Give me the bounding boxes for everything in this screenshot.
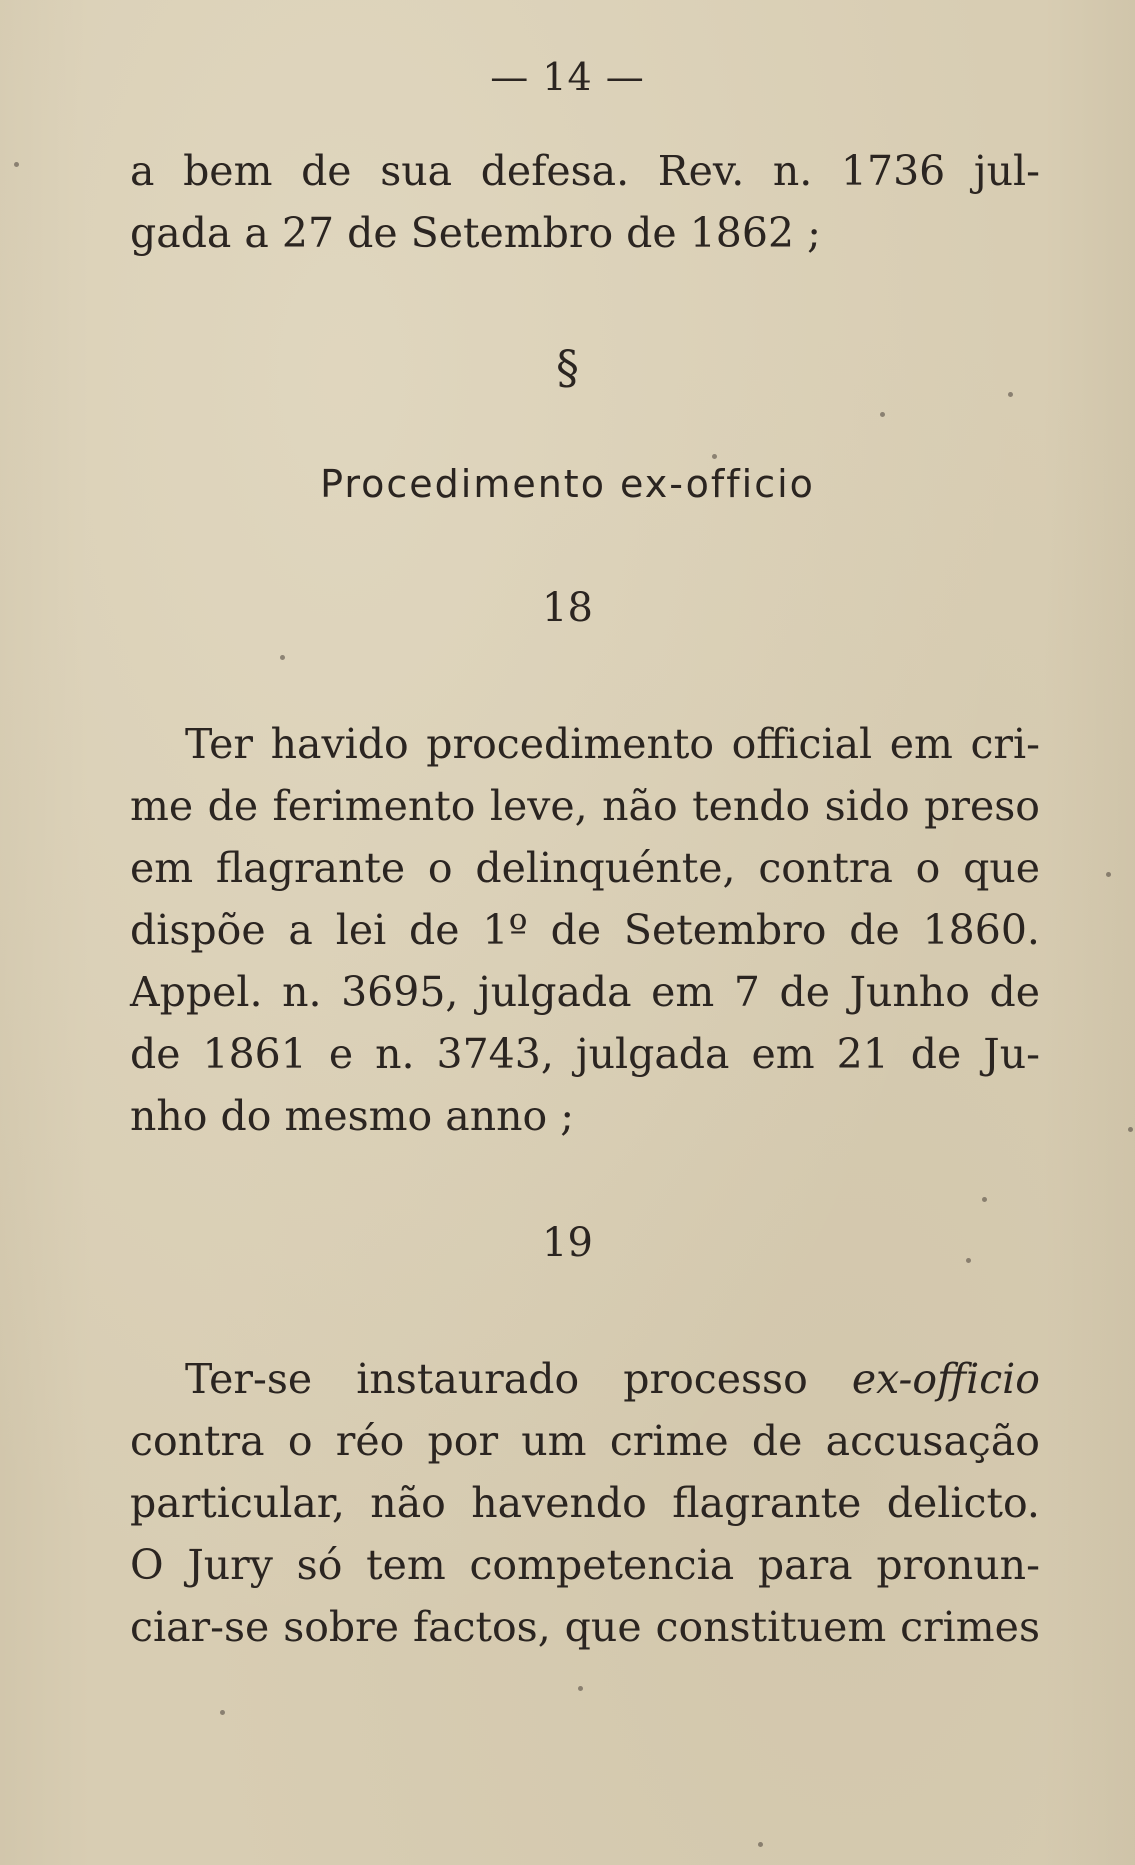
word: sido [824,782,910,830]
word: procedimento [426,720,715,768]
word: crime [609,1417,729,1465]
word: julgada [575,1030,730,1078]
word: em [751,1030,815,1078]
paragraph-continuation [130,140,1040,264]
italic-term: ex-officio [851,1355,1040,1403]
paper-speck [14,162,19,167]
word: dispõe [130,906,266,954]
word: lei [335,906,387,954]
word: um [521,1417,587,1465]
paper-speck [966,1258,971,1263]
word: o [427,844,453,892]
text-line [130,1534,1040,1596]
word: em [130,844,194,892]
word: factos, [412,1603,551,1651]
word: sua [380,147,453,195]
word: preso [924,782,1040,830]
word: para [757,1541,853,1589]
word: contra [758,844,893,892]
word: bem [183,147,273,195]
word: de [989,968,1040,1016]
text-line [130,1348,1040,1410]
word: Ju- [983,1030,1040,1078]
word: 21 [836,1030,889,1078]
word: 3695, [341,968,459,1016]
item-19-paragraph [130,1348,1040,1658]
paper-speck [880,412,885,417]
word: leve, [489,782,588,830]
word: não [370,1479,446,1527]
word: delicto. [886,1479,1040,1527]
word: Junho [849,968,970,1016]
word: n. [772,147,813,195]
item-number-19: 19 [542,1220,593,1266]
paper-speck [712,454,717,459]
word: e [328,1030,354,1078]
word: instaurado [356,1355,580,1403]
word: accusação [825,1417,1040,1465]
paper-speck [1106,872,1111,877]
word: defesa. [480,147,630,195]
word: ferimento [272,782,476,830]
text-line [130,713,1040,775]
word: 1861 [202,1030,307,1078]
word: 1º [482,906,528,954]
word: por [427,1417,499,1465]
word: competencia [469,1541,735,1589]
paper-speck [1008,392,1013,397]
word: a [130,147,155,195]
word: Jury [187,1541,273,1589]
word: em [889,720,953,768]
word: o [287,1417,313,1465]
word: Setembro [623,906,827,954]
word: pronun- [876,1541,1040,1589]
text-line [130,961,1040,1023]
section-heading: Procedimento ex-officio [320,462,815,506]
text-line [130,1472,1040,1534]
word: julgada [477,968,632,1016]
word: jul- [973,147,1040,195]
word: n. [282,968,322,1016]
paper-speck [578,1686,583,1691]
word: havido [270,720,409,768]
word: contra [130,1417,265,1465]
text-line [130,775,1040,837]
paper-speck [758,1842,763,1847]
word: de [130,1030,181,1078]
word: Rev. [657,147,745,195]
word: me [130,782,194,830]
word: flagrante [215,844,406,892]
word: official [731,720,873,768]
text-line [130,1596,1040,1658]
word: Appel. [130,968,263,1016]
text-line [130,899,1040,961]
word: só [296,1541,343,1589]
word: em [651,968,715,1016]
word: de [409,906,460,954]
word: tendo [692,782,811,830]
word: 7 [733,968,760,1016]
word: que [963,844,1040,892]
text-line [130,1023,1040,1085]
word: de [779,968,831,1016]
word: 1736 [840,147,946,195]
word: de [910,1030,962,1078]
word: sobre [283,1603,400,1651]
paper-speck [1128,1127,1133,1132]
word: ciar-se [130,1603,270,1651]
text-line [130,1410,1040,1472]
word: de [301,147,352,195]
text-line: gada a 27 de Setembro de 1862 ; [130,209,821,257]
page-number: — 14 — [490,55,645,99]
word: delinquénte, [475,844,736,892]
paper-speck [280,655,285,660]
word: crimes [900,1603,1040,1651]
item-18-paragraph [130,713,1040,1147]
word: cri- [970,720,1040,768]
item-number-18: 18 [542,585,593,631]
word: O [130,1541,164,1589]
word: de [751,1417,803,1465]
word: a [288,906,313,954]
word: havendo [471,1479,647,1527]
word: 1860. [922,906,1040,954]
word: Ter-se [185,1355,313,1403]
word: de [207,782,259,830]
word: o [915,844,941,892]
word: particular, [130,1479,345,1527]
text-line [130,140,1040,202]
word: Ter [185,720,254,768]
text-line: nho do mesmo anno ; [130,1092,575,1140]
word: processo [623,1355,808,1403]
word: tem [366,1541,446,1589]
word: réo [335,1417,405,1465]
word: 3743, [436,1030,554,1078]
text-line [130,837,1040,899]
section-mark: § [556,340,579,394]
word: de [550,906,602,954]
word: de [849,906,900,954]
word: n. [375,1030,415,1078]
word: que [564,1603,642,1651]
word: não [602,782,678,830]
paper-speck [220,1710,225,1715]
word: flagrante [672,1479,862,1527]
paper-speck [982,1197,987,1202]
word: constituem [655,1603,887,1651]
